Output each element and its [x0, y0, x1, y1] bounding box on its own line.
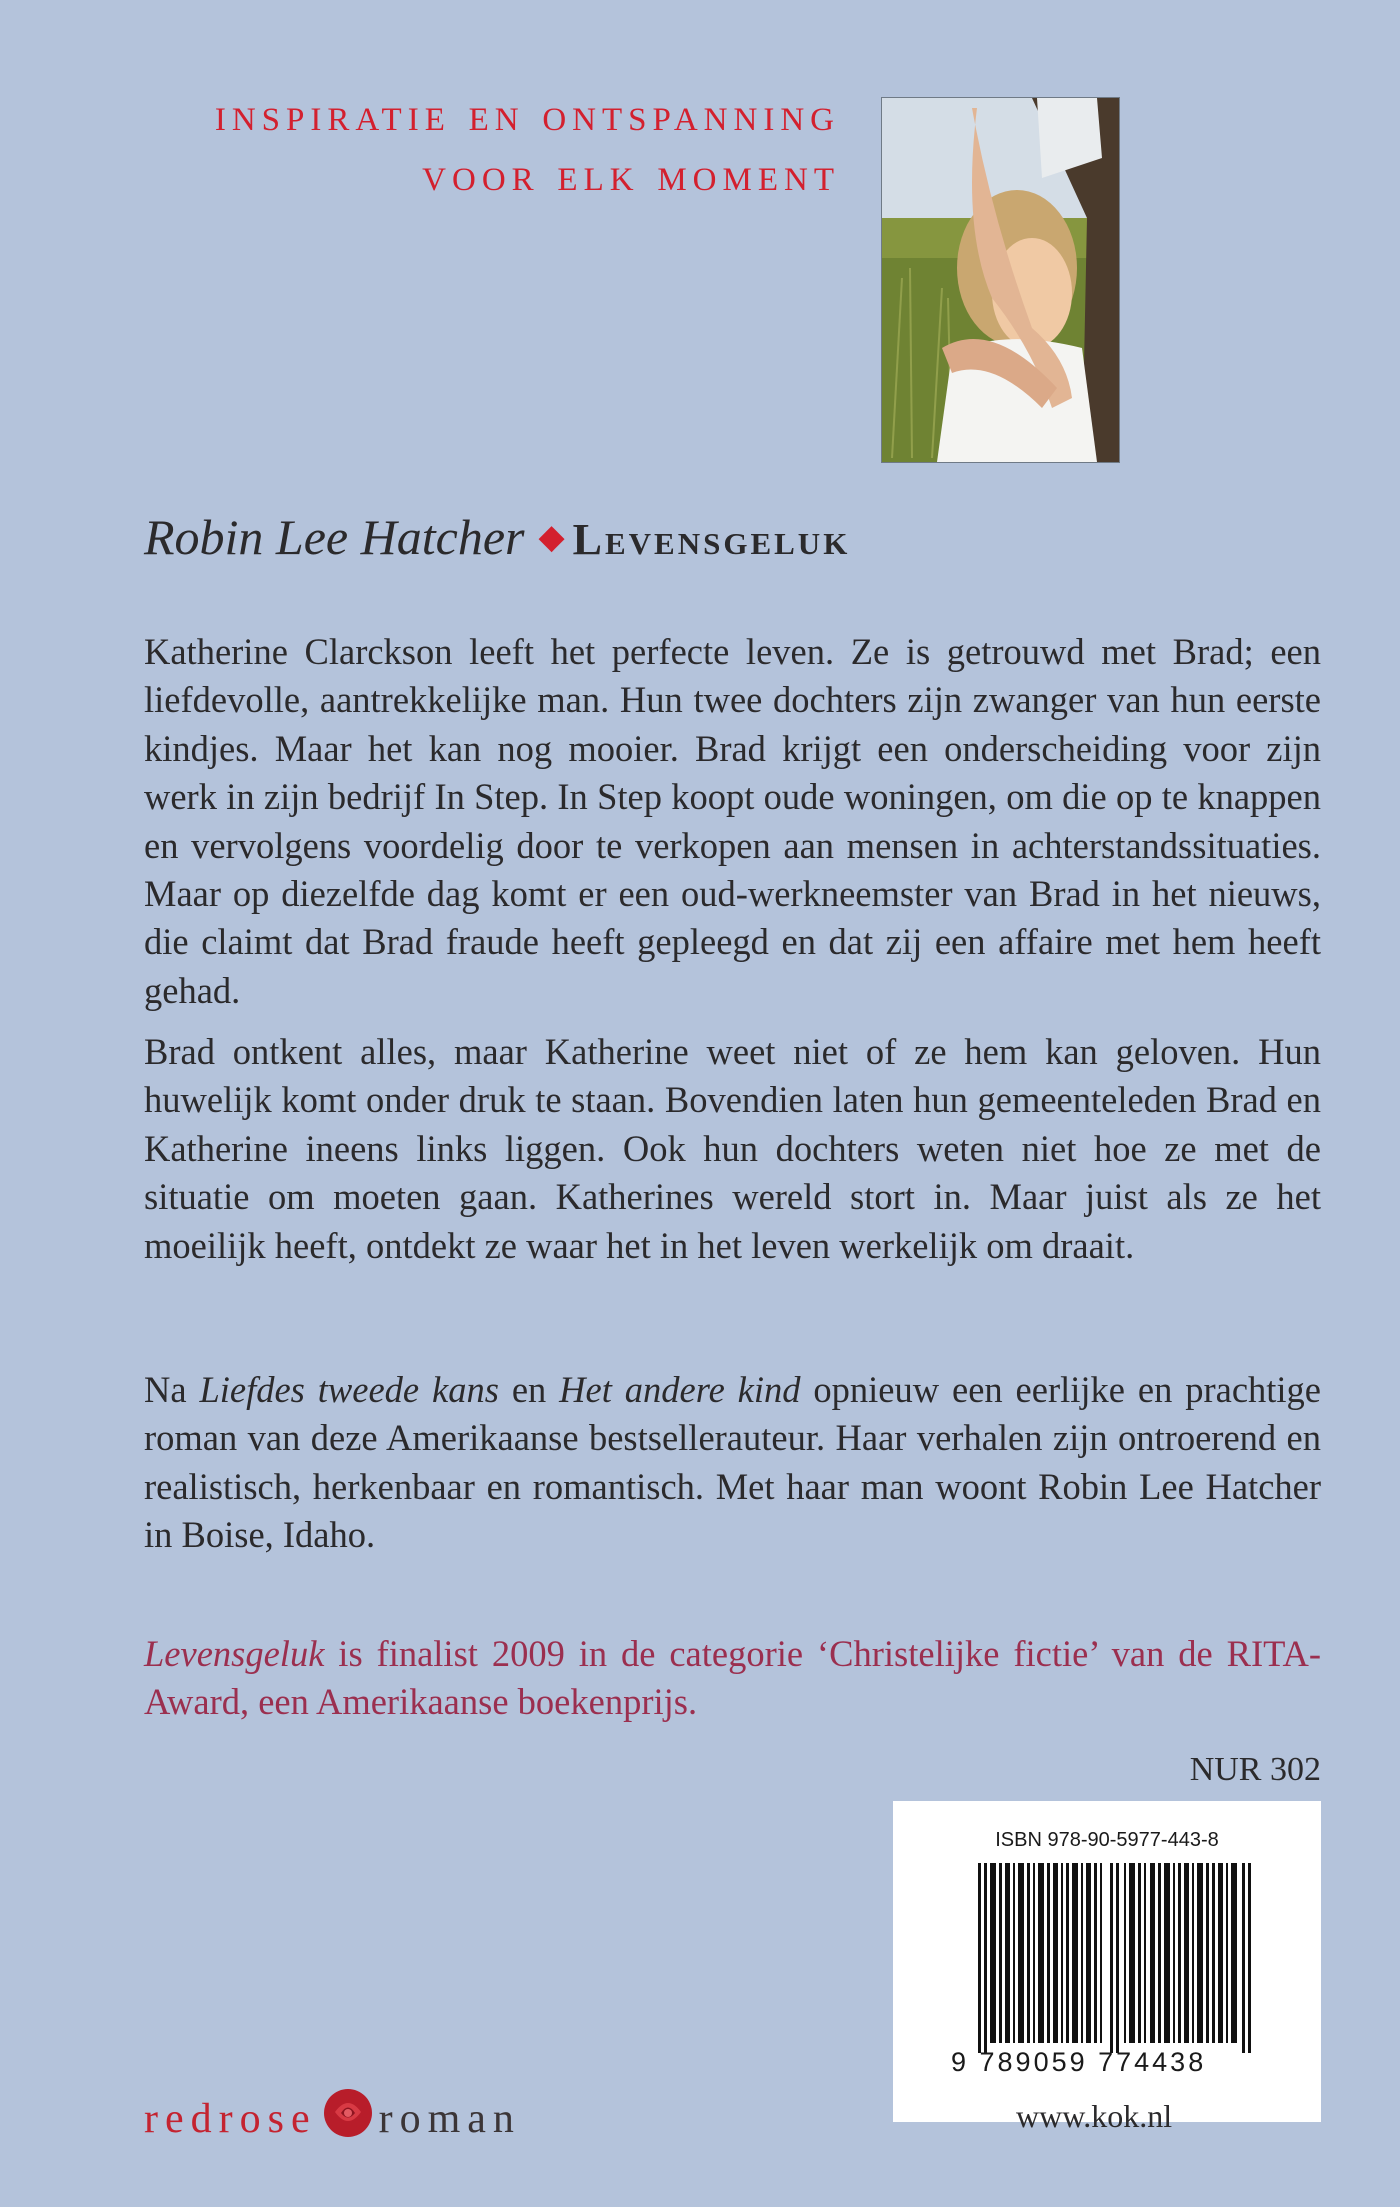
tagline-line-2: voor elk moment: [422, 149, 840, 201]
tagline-line-1: inspiratie en ontspanning: [214, 89, 840, 141]
barcode-digits: 9 789059 774438: [951, 2047, 1207, 2077]
author-name: Robin Lee Hatcher: [144, 509, 525, 565]
author-title-line: [144, 508, 850, 566]
logo-rose: rose: [218, 2096, 317, 2143]
award-text: is finalist 2009 in de categorie ‘Christelijke fictie’ van de RITA-Award, een Amerikaanse boekenprijs.: [144, 1633, 1321, 1723]
publisher-website: www.kok.nl: [1016, 2098, 1173, 2134]
photo-mother-hugging-child-icon: [882, 98, 1119, 462]
rose-icon: [321, 2086, 375, 2151]
diamond-icon: ◆: [538, 519, 565, 556]
barcode-icon: [978, 1863, 1254, 2053]
barcode-panel: [893, 1801, 1321, 2122]
p3-text-a: Na: [144, 1369, 200, 1410]
award-book-title: Levensgeluk: [144, 1633, 325, 1674]
award-paragraph: [144, 1630, 1321, 1727]
isbn-label: ISBN 978-90-5977-443-8: [995, 1829, 1219, 1851]
synopsis-paragraph-1: Katherine Clarckson leeft het perfecte leven. Ze is getrouwd met Brad; een liefdevolle, aantrekkelijke man. Hun twee dochters zijn zwanger van hun eerste kindjes. Maar het kan nog mooier. Brad krijgt een onderscheiding voor zijn werk in zijn bedrijf In Step. In Step koopt oude woningen, om die op te knappen en vervolgens voordelig door te verkopen aan mensen in achterstandssituaties. Maar op diezelfde dag komt er een oud-werkneemster van Brad in het nieuws, die claimt dat Brad fraude heeft gepleegd en dat zij een affaire met hem heeft gehad.: [144, 631, 1321, 1011]
synopsis-paragraph-2: Brad ontkent alles, maar Katherine weet niet of ze hem kan geloven. Hun huwelijk komt onder druk te staan. Bovendien laten hun gemeenteleden Brad en Katherine ineens links liggen. Ook hun dochters weten niet hoe ze met de situatie om moeten gaan. Katherines wereld stort in. Maar juist als ze het moeilijk heeft, ontdekt ze waar het in het leven werkelijk om draait.: [144, 1031, 1321, 1266]
p3-text-c: opnieuw een eerlijke en prachtige roman van deze Amerikaanse bestsellerauteur. Haar verhalen zijn ontroerend en realistisch, herkenbaar en romantisch. Met haar man woont Robin Lee Hatcher in Boise, Idaho.: [144, 1369, 1322, 1556]
cover-photo: [881, 97, 1120, 463]
logo-red: red: [144, 2096, 219, 2143]
book-reference-1: Liefdes tweede kans: [199, 1369, 499, 1410]
book-title: Levensgeluk: [572, 515, 851, 564]
p3-text-b: en: [498, 1369, 560, 1410]
book-reference-2: Het andere kind: [559, 1369, 801, 1410]
logo-roman: roman: [378, 2096, 521, 2143]
nur-code: NUR 302: [1189, 1751, 1321, 1788]
redrose-roman-logo: [144, 2090, 521, 2155]
author-paragraph: [144, 1366, 1321, 1560]
